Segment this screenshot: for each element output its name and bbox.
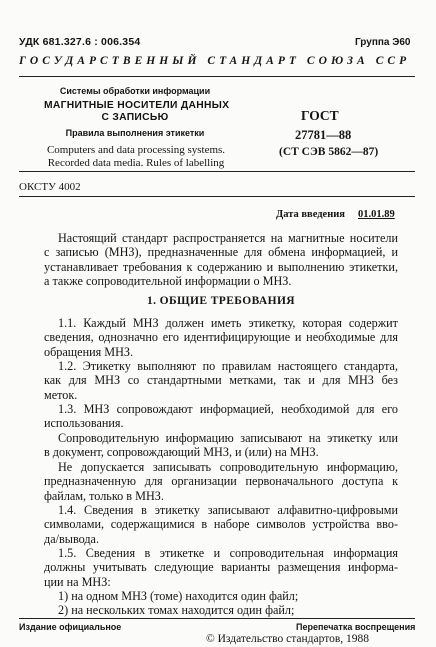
text-line: меток. [44,387,78,402]
text-line: файлам, только в МНЗ. [44,488,164,503]
text-line: 1.2. Этикетку выполняют по правилам настоящего стандарта, [58,359,398,373]
text-line: ции на МНЗ: [44,574,111,589]
group-code: Группа Э60 [355,37,411,48]
text-line: 1.3. МНЗ сопровождают информацией, необходимой для его [58,402,398,416]
series-title: Системы обработки информации [59,86,211,96]
para-1-1 [44,316,398,359]
text-line: как для МНЗ со стандартными метками, так и для МНЗ без [44,373,398,388]
text-line: обращения МНЗ. [44,344,134,359]
okstu-code: ОКСТУ 4002 [19,181,81,193]
para-1-4 [44,503,398,546]
copyright-line: © Издательство стандартов, 1988 [206,633,370,645]
text-line: сведения, однозначно его идентифицирующие и необходимые для [44,330,398,345]
okstu-divider [19,196,415,197]
intro-line: с записью (МНЗ), предназначенные для обмена информацией, и [44,245,398,260]
english-title-line2: Recorded data media. Rules of labelling [47,157,225,169]
intro-line: устанавливает требования к содержанию и выполнению этикетки, [44,259,398,274]
state-standard-banner: ГОСУДАРСТВЕННЫЙ СТАНДАРТ СОЮЗА ССР [19,55,411,67]
title-divider [19,171,415,172]
text-line: 1.4. Сведения в этикетку записывают алфавитно-цифровыми [58,503,398,517]
list-item-2 [44,603,398,617]
effective-date-value: 01.01.89 [358,209,395,220]
official-edition: Издание официальное [19,622,122,632]
intro-paragraph [44,231,398,289]
doc-title-line2: С ЗАПИСЬЮ [101,112,169,123]
text-line: должны учитывать следующие варианты размещения информа- [44,560,398,575]
text-line: 2) на нескольких томах находится один файл; [58,603,295,617]
text-line: символами, содержащимися в наборе символов устройства вво- [44,517,398,532]
para-1-3-a [44,431,398,460]
text-line: 1.5. Сведения в этикетке и сопроводительная информация [58,546,398,560]
text-line: 1.1. Каждый МНЗ должен иметь этикетку, которая содержит [58,316,398,330]
text-line: использования. [44,416,124,431]
intro-line: а также сопроводительной информации о МНЗ. [44,274,292,289]
effective-date-label: Дата введения [276,209,345,220]
reprint-notice: Перепечатка воспрещения [296,622,416,632]
doc-subtitle: Правила выполнения этикетки [65,128,205,138]
text-line: 1) на одном МНЗ (томе) находится один файл; [58,589,299,603]
para-1-2 [44,359,398,402]
gost-number: 27781—88 [295,128,352,142]
st-sev-number: (СТ СЭВ 5862—87) [279,146,379,158]
text-line: Сопроводительную информацию записывают на этикетку или [58,431,398,445]
footer-rule [19,618,415,619]
udk-code: УДК 681.327.6 : 006.354 [19,36,141,48]
para-1-3-b [44,460,398,503]
text-line: да/вывода. [44,531,100,546]
text-line: предназначенную для организации первоначального доступа к [44,474,398,489]
section-title: 1. ОБЩИЕ ТРЕБОВАНИЯ [146,295,296,307]
intro-line: Настоящий стандарт распространяется на магнитные носители [58,231,398,245]
para-1-3 [44,402,398,431]
para-1-5 [44,546,398,589]
english-title-line1: Computers and data processing systems. [46,144,226,156]
text-line: в документ, сопровождающий МНЗ, и (или) на МНЗ. [44,445,319,460]
gost-label: ГОСТ [301,108,339,123]
doc-title-line1: МАГНИТНЫЕ НОСИТЕЛИ ДАННЫХ [44,100,230,111]
list-item-1 [44,589,398,603]
text-line: Не допускается записывать сопроводительную информацию, [58,460,398,474]
top-rule [19,76,415,77]
